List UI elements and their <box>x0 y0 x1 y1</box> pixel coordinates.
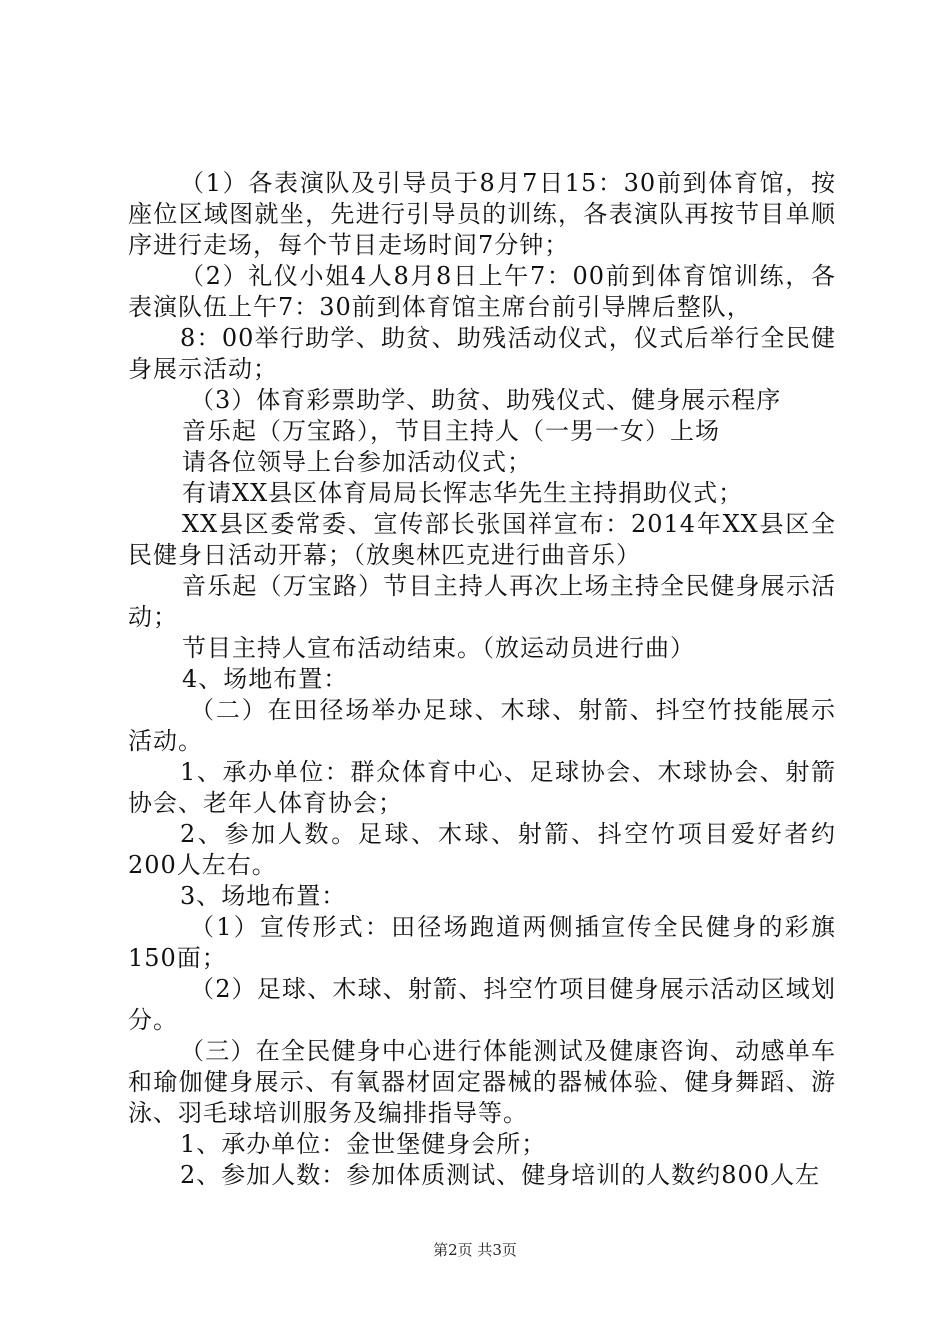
paragraph-9: 音乐起（万宝路）节目主持人再次上场主持全民健身展示活动； <box>128 572 836 631</box>
paragraph-2: （2）礼仪小姐4人8月8日上午7：00前到体育馆训练，各表演队伍上午7：30前到体育馆主席台前引导牌后整队， <box>128 262 836 321</box>
paragraph-14: 2、参加人数。足球、木球、射箭、抖空竹项目爱好者约200人左右。 <box>128 820 836 879</box>
paragraph-5: 音乐起（万宝路），节目主持人（一男一女）上场 <box>182 417 720 445</box>
paragraph-16: （1）宣传形式：田径场跑道两侧插宣传全民健身的彩旗150面； <box>128 913 836 972</box>
paragraph-6: 请各位领导上台参加活动仪式； <box>182 448 532 476</box>
paragraph-17: （2）足球、木球、射箭、抖空竹项目健身展示活动区域划分。 <box>128 975 836 1034</box>
paragraph-19: 1、承办单位：金世堡健身会所； <box>180 1130 547 1158</box>
paragraph-20: 2、参加人数：参加体质测试、健身培训的人数约800人左 <box>180 1161 821 1189</box>
page-footer: 第2页 共3页 <box>433 1241 517 1259</box>
paragraph-1: （1）各表演队及引导员于8月7日15：30前到体育馆，按座位区域图就坐，先进行引导员的训练，各表演队再按节目单顺序进行走场，每个节目走场时间7分钟； <box>128 169 836 259</box>
document-body <box>128 168 836 1191</box>
paragraph-7: 有请XX县区体育局局长恽志华先生主持捐助仪式； <box>182 479 744 507</box>
paragraph-11: 4、场地布置： <box>182 665 349 693</box>
paragraph-12: （二）在田径场举办足球、木球、射箭、抖空竹技能展示活动。 <box>128 696 836 755</box>
paragraph-18: （三）在全民健身中心进行体能测试及健康咨询、动感单车和瑜伽健身展示、有氧器材固定器械的器械体验、健身舞蹈、游泳、羽毛球培训服务及编排指导等。 <box>128 1037 836 1127</box>
paragraph-15: 3、场地布置： <box>180 882 347 910</box>
paragraph-4: （3）体育彩票助学、助贫、助残仪式、健身展示程序 <box>190 386 782 414</box>
paragraph-10: 节目主持人宣布活动结束。（放运动员进行曲） <box>182 634 695 662</box>
paragraph-13: 1、承办单位：群众体育中心、足球协会、木球协会、射箭协会、老年人体育协会； <box>128 758 836 817</box>
paragraph-8: XX县区委常委、宣传部长张国祥宣布：2014年XX县区全民健身日活动开幕；（放奥林匹克进行曲音乐） <box>128 510 836 569</box>
paragraph-3: 8：00举行助学、助贫、助残活动仪式，仪式后举行全民健身展示活动； <box>128 324 836 383</box>
